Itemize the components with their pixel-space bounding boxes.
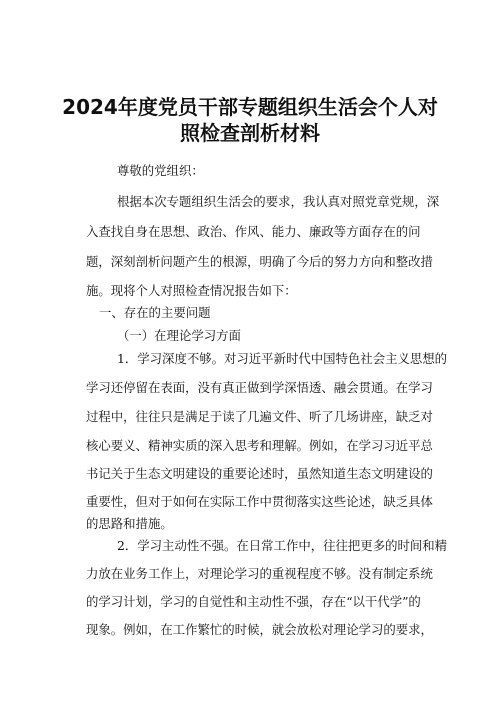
- paragraph-line: 学习还停留在表面，没有真正做到学深悟透、融会贯通。在学习: [86, 380, 433, 395]
- paragraph-line: 核心要义、精神实质的深入思考和理解。例如，在学习习近平总: [86, 438, 433, 453]
- intro-line: 施。现将个人对照检查情况报告如下：: [86, 283, 297, 298]
- paragraph-line: 的思路和措施。: [86, 516, 173, 531]
- subsection-heading: （一）在理论学习方面: [117, 328, 241, 343]
- paragraph-line: 现象。例如，在工作繁忙的时候，就会放松对理论学习的要求，: [86, 622, 433, 637]
- paragraph-line: 2．学习主动性不强。在日常工作中，往往把更多的时间和精: [117, 538, 448, 553]
- greeting: 尊敬的党组织：: [117, 163, 204, 178]
- intro-line: 题，深刻剖析问题产生的根源，明确了今后的努力方向和整改措: [86, 254, 433, 269]
- document-title-line-1: 2024年度党员干部专题组织生活会个人对: [62, 95, 438, 119]
- paragraph-line: 重要性，但对于如何在实际工作中贯彻落实这些论述，缺乏具体: [86, 494, 433, 509]
- section-heading: 一、存在的主要问题: [99, 305, 211, 320]
- paragraph-line: 的学习计划，学习的自觉性和主动性不强，存在“以干代学”的: [86, 594, 421, 609]
- paragraph-line: 书记关于生态文明建设的重要论述时，虽然知道生态文明建设的: [86, 466, 433, 481]
- paragraph-line: 力放在业务工作上，对理论学习的重视程度不够。没有制定系统: [86, 566, 433, 581]
- paragraph-line: 1．学习深度不够。对习近平新时代中国特色社会主义思想的: [117, 351, 448, 366]
- document-title-line-2: 照检查剖析材料: [180, 121, 320, 145]
- intro-line: 入查找自身在思想、政治、作风、能力、廉政等方面存在的问: [86, 224, 421, 239]
- intro-line: 根据本次专题组织生活会的要求，我认真对照党章党规，深: [117, 194, 440, 209]
- paragraph-line: 过程中，往往只是满足于读了几遍文件、听了几场讲座，缺乏对: [86, 409, 433, 424]
